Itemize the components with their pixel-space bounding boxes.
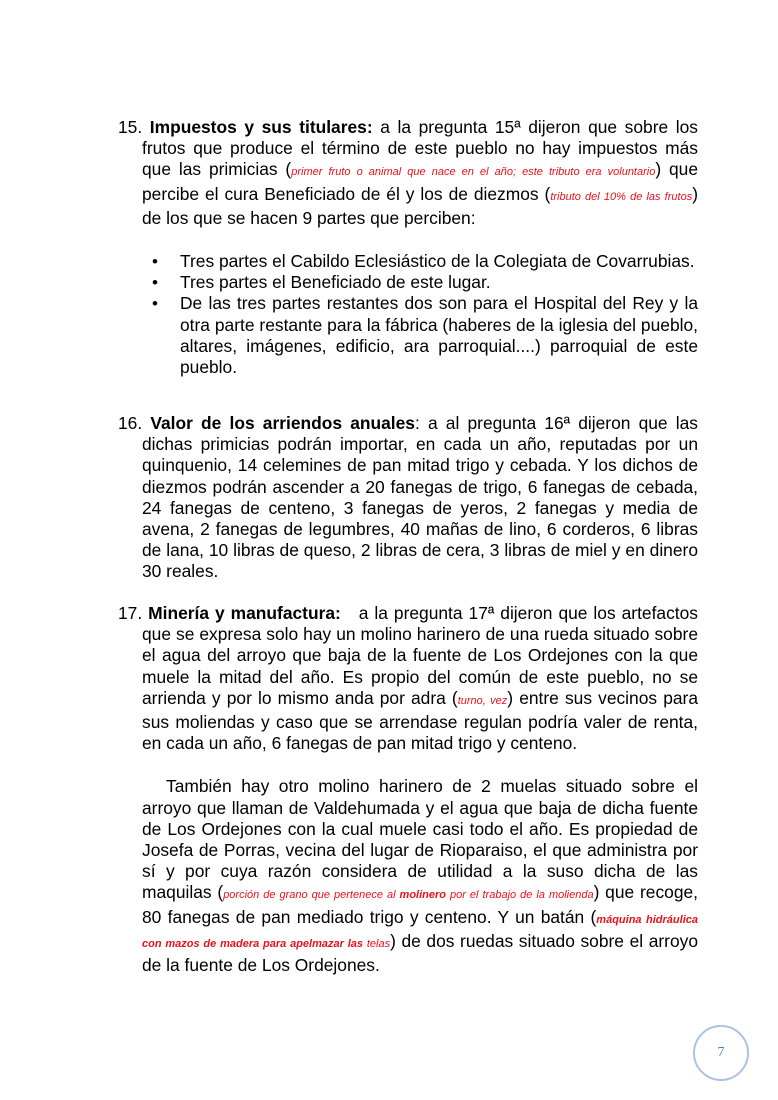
note-diezmos: tributo del 10% de las frutos — [550, 190, 693, 203]
bullet-icon: • — [152, 252, 158, 272]
page-number-badge — [693, 1025, 749, 1081]
section-15-heading: Impuestos y sus titulares: — [149, 117, 373, 137]
section-16-heading: Valor de los arriendos anuales — [150, 413, 415, 433]
section-16-paragraph — [118, 413, 698, 583]
section-16-number: 16. — [118, 413, 143, 433]
bullet-item: • De las tres partes restantes dos son para el Hospital del Rey y la otra parte restante para la fábrica (haberes de la iglesia del pueblo, altares, imágenes, edificio, ara parroquial....) parroquial de este pueblo. — [152, 293, 718, 378]
bullet-icon: • — [152, 273, 158, 293]
section-17-paragraph — [118, 603, 703, 754]
note-maquilas: porción de grano que pertenece al molinero por el trabajo de la molienda — [223, 889, 594, 902]
note-primicias: primer fruto o animal que nace en el año; este tributo era voluntario — [291, 166, 656, 179]
section-15-text-3: ) de los que se hacen 9 partes que perciben: — [142, 183, 698, 228]
section-17-number: 17. — [118, 603, 143, 623]
section-17-text-2: ) entre sus vecinos para sus moliendas y caso que se arrendase regulan podría valer de renta, en cada un año, 6 fanegas de pan mitad trigo y centeno. — [142, 687, 703, 754]
section-16-text: : a al pregunta 16ª dijeron que las dichas primicias podrán importar, en cada un año, reputadas por un quinquenio, 14 celemines de pan mitad trigo y cebada. Y los dichos de diezmos podrán ascender a 20 fanegas de trigo, 6 fanegas de cebada, 24 fanegas de centeno, 3 fanegas de yeros, 2 fanegas y media de avena, 2 fanegas de legumbres, 40 mañas de lino, 6 corderos, 6 libras de lana, 10 libras de queso, 2 libras de cera, 3 libras de miel y en dinero 30 reales. — [142, 413, 698, 582]
note-adra: turno, vez — [457, 694, 508, 707]
section-17-heading: Minería y manufactura: — [148, 603, 341, 623]
section-17-paragraph-2: También hay otro molino harinero de 2 muelas situado sobre el arroyo que llaman de Valdehumada y el agua que baja de dicha fuente de Los Ordejones con la cual muele casi todo el año. Es propiedad de Josefa de Porras, vecina del lugar de Rioparaiso, el que administra por sí y por cuya razón considera de utilidad a la suso dicha de las maquilas (porción de grano que pertenece al molinero por el trabajo de la molienda) que recoge, 80 fanegas de pan mediado trigo y centeno. Y un batán (máquina hidráulica con mazos de madera para apelmazar las telas) de dos ruedas situado sobre el arroyo de la fuente de Los Ordejones. — [142, 776, 698, 976]
bullet-item: • Tres partes el Cabildo Eclesiástico de la Colegiata de Covarrubias. — [152, 251, 695, 272]
section-17 — [118, 603, 703, 976]
section-15-number: 15. — [118, 117, 143, 137]
section-16 — [118, 413, 698, 583]
section-15-text-2: ) que percibe el cura Beneficiado de él y los de diezmos ( — [142, 159, 699, 204]
section-15-paragraph — [118, 117, 698, 229]
page-number: 7 — [717, 1045, 725, 1060]
section-17-text-1: a la pregunta 17ª dijeron que los artefactos que se expresa solo hay un molino harinero de una rueda situado sobre el agua del arroyo que baja de la fuente de Los Ordejones con la que muele la mitad del año. Es propio del común de este pueblo, no se arrienda y por lo mismo anda por adra ( — [142, 603, 703, 708]
bullet-icon: • — [152, 294, 158, 314]
bullet-list — [118, 251, 718, 378]
note-batan: máquina hidráulica con mazos de madera para apelmazar las telas — [142, 913, 698, 950]
bullet-item: • Tres partes el Beneficiado de este lugar. — [152, 272, 491, 293]
section-15 — [118, 117, 718, 378]
section-15-text-1: a la pregunta 15ª dijeron que sobre los frutos que produce el término de este pueblo no hay impuestos más que las primicias ( — [142, 117, 699, 180]
